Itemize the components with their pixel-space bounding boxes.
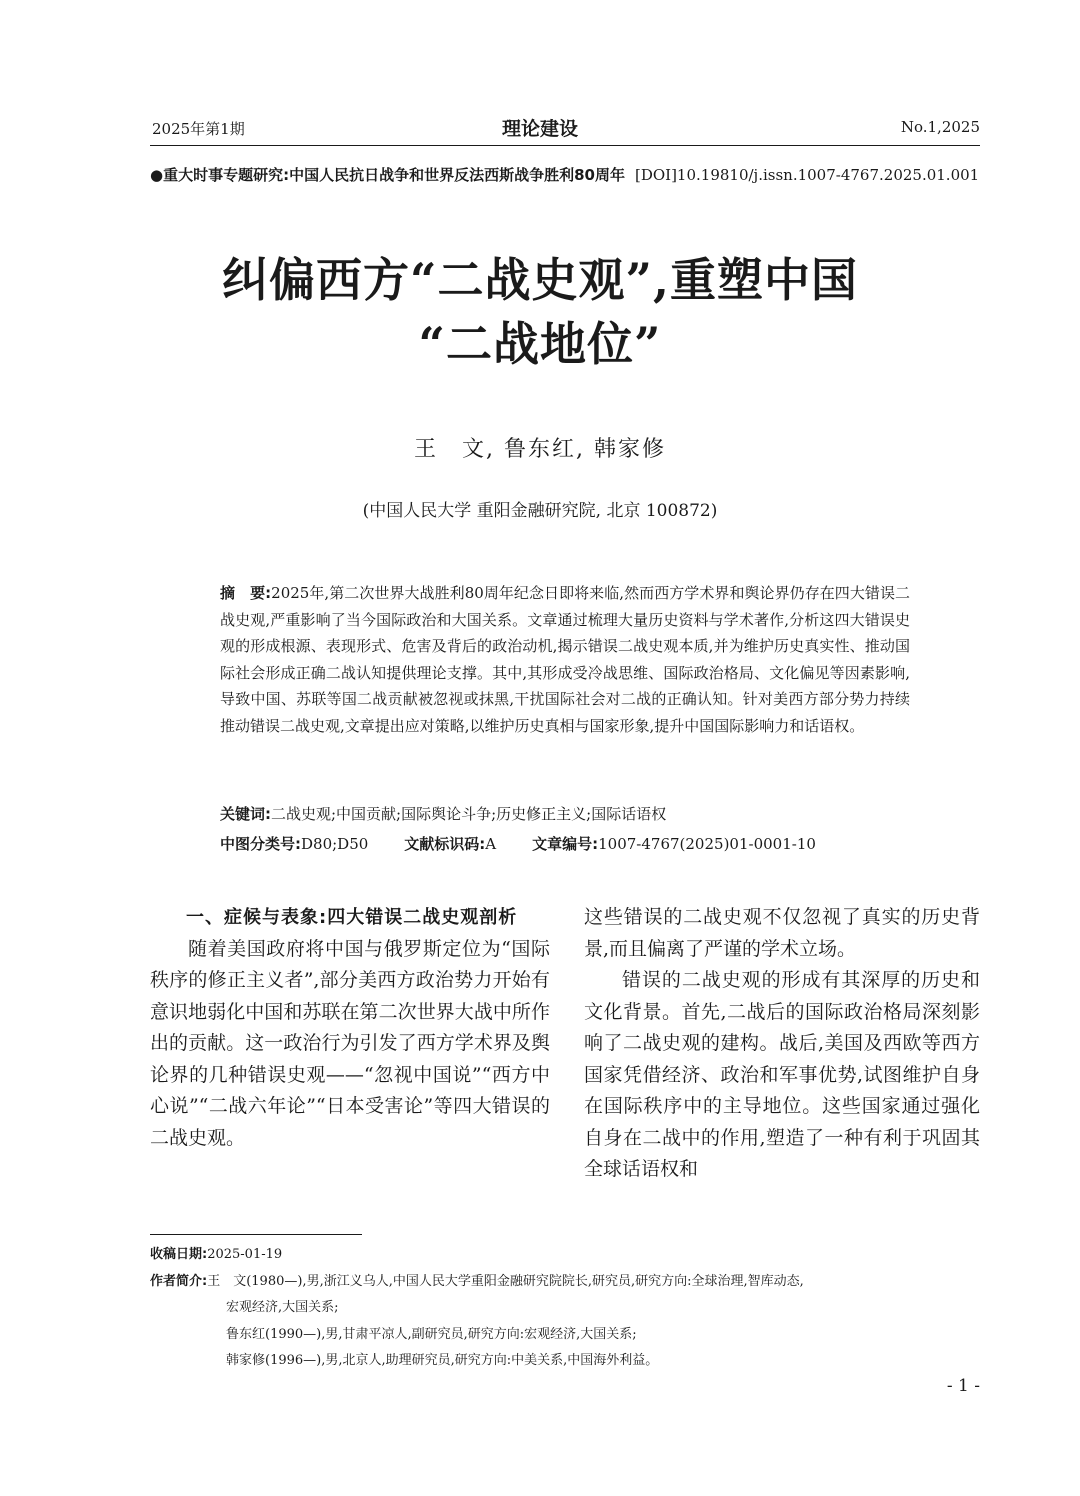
author-bio <box>150 1269 980 1296</box>
keywords-label: 关键词: <box>220 805 271 823</box>
abstract-text: 2025年,第二次世界大战胜利80周年纪念日即将来临,然而西方学术界和舆论界仍存在四大错误二战史观,严重影响了当今国际政治和大国关系。文章通过梳理大量历史资料与学术著作,分析这四大错误史观的形成根源、表现形式、危害及背后的政治动机,揭示错误二战史观本质,并为维护历史真实性、推动国际社会形成正确二战认知提供理论支撑。其中,其形成受冷战思维、国际政治格局、文化偏见等因素影响,导致中国、苏联等国二战贡献被忽视或抹黑,干扰国际社会对二战的正确认知。针对美西方部分势力持续推动错误二战史观,文章提出应对策略,以维护历史真相与国家形象,提升中国国际影响力和话语权。 <box>220 584 910 735</box>
section-heading: 一、症候与表象:四大错误二战史观剖析 <box>186 907 518 928</box>
affiliation: (中国人民大学 重阳金融研究院, 北京 100872) <box>362 501 718 521</box>
article-title <box>0 248 1080 376</box>
bio-author-2: 鲁东红(1990—),男,甘肃平凉人,副研究员,研究方向:宏观经济,大国关系; <box>226 1326 637 1342</box>
received-date <box>150 1242 980 1269</box>
title-line-1: 纠偏西方“二战史观”,重塑中国 <box>222 253 858 307</box>
footnotes <box>150 1242 980 1375</box>
page-number: - 1 - <box>946 1376 980 1396</box>
doi: [DOI]10.19810/j.issn.1007-4767.2025.01.001 <box>634 166 980 184</box>
body-paragraph: 错误的二战史观的形成有其深厚的历史和文化背景。首先,二战后的国际政治格局深刻影响了二战史观的建构。战后,美国及西欧等西方国家凭借经济、政治和军事优势,试图维护自身在国际秩序中的主导地位。这些国家通过强化自身在二战中的作用,塑造了一种有利于巩固其全球话语权和 <box>584 969 980 1180</box>
article-number-value: 1007-4767(2025)01-0001-10 <box>598 835 816 853</box>
clc-value: D80;D50 <box>301 835 369 853</box>
received-value: 2025-01-19 <box>207 1247 283 1262</box>
body-column-right <box>584 902 980 1186</box>
received-label: 收稿日期: <box>150 1247 208 1262</box>
bio-author-1: 王 文(1980—),男,浙江义乌人,中国人民大学重阳金融研究院院长,研究员,研究方向:全球治理,智库动态, <box>207 1273 804 1289</box>
body-paragraph-continuation: 这些错误的二战史观不仅忽视了真实的历史背景,而且偏离了严谨的学术立场。 <box>584 906 980 960</box>
clc-label: 中图分类号: <box>220 835 301 853</box>
bio-author-3: 韩家修(1996—),男,北京人,助理研究员,研究方向:中美关系,中国海外利益。 <box>226 1353 659 1368</box>
body-column-left <box>150 902 550 1154</box>
bio-author-1-cont: 宏观经济,大国关系; <box>226 1300 339 1315</box>
abstract-label: 摘 要: <box>220 584 272 602</box>
title-line-2: “二战地位” <box>418 317 662 371</box>
classification-line <box>220 833 940 854</box>
bio-label: 作者简介: <box>150 1273 208 1289</box>
authors: 王 文, 鲁东红, 韩家修 <box>414 437 666 462</box>
topic-line <box>150 164 980 185</box>
keywords-text: 二战史观;中国贡献;国际舆论斗争;历史修正主义;国际话语权 <box>271 805 667 823</box>
header-divider <box>150 145 980 146</box>
special-topic: ●重大时事专题研究:中国人民抗日战争和世界反法西斯战争胜利80周年 <box>150 166 625 184</box>
body-paragraph: 随着美国政府将中国与俄罗斯定位为“国际秩序的修正主义者”,部分美西方政治势力开始有意识地弱化中国和苏联在第二次世界大战中所作出的贡献。这一政治行为引发了西方学术界及舆论界的几种错误史观——“忽视中国说”“西方中心说”“二战六年论”“日本受害论”等四大错误的二战史观。 <box>150 937 550 1149</box>
article-number-label: 文章编号: <box>532 835 599 853</box>
keywords <box>220 803 920 824</box>
footnote-divider <box>150 1234 362 1235</box>
doc-code-value: A <box>485 835 497 853</box>
issue-label: 2025年第1期 <box>152 120 245 138</box>
doc-code-label: 文献标识码: <box>404 835 486 853</box>
abstract <box>220 580 910 739</box>
journal-name: 理论建设 <box>501 118 578 140</box>
issue-label-en: No.1,2025 <box>900 118 980 136</box>
